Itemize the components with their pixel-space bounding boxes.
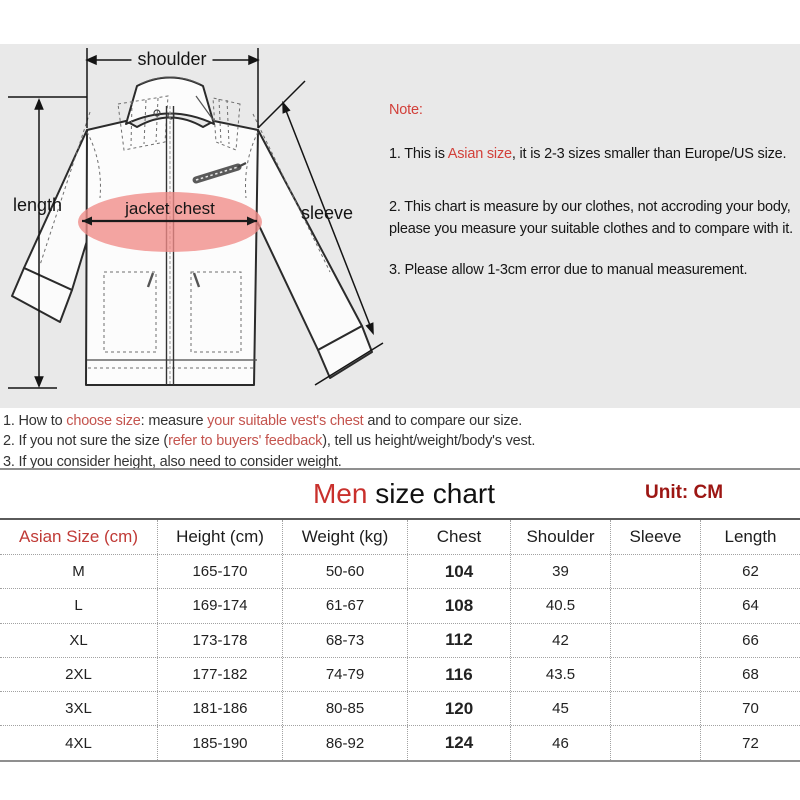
table-row xyxy=(0,725,800,759)
table-cell: 108 xyxy=(408,589,511,622)
table-cell: 3XL xyxy=(0,692,158,725)
table-row xyxy=(0,623,800,657)
table-cell: 80-85 xyxy=(283,692,408,725)
header-weight: Weight (kg) xyxy=(283,520,408,554)
table-cell: 173-178 xyxy=(158,624,283,657)
table-cell: 185-190 xyxy=(158,726,283,759)
table-title-row xyxy=(0,470,800,520)
header-shoulder: Shoulder xyxy=(511,520,611,554)
table-cell: 43.5 xyxy=(511,658,611,691)
size-tips xyxy=(3,411,535,472)
table-cell: 181-186 xyxy=(158,692,283,725)
note-panel xyxy=(389,102,798,278)
table-cell xyxy=(611,589,701,622)
tip-2: 2. If you not sure the size (refer to buyers' feedback), tell us height/weight/body's vest. xyxy=(3,433,536,449)
table-cell: 124 xyxy=(408,726,511,759)
table-cell: 64 xyxy=(742,597,759,615)
table-cell xyxy=(611,624,701,657)
table-cell: 104 xyxy=(408,555,511,588)
header-height: Height (cm) xyxy=(158,520,283,554)
length-label: length xyxy=(13,195,63,215)
table-cell: 70 xyxy=(742,700,759,718)
table-row xyxy=(0,588,800,622)
header-sleeve: Sleeve xyxy=(611,520,701,554)
jacket-measurement-diagram xyxy=(0,44,400,408)
table-row xyxy=(0,554,800,588)
table-cell xyxy=(611,692,701,725)
size-chart-table xyxy=(0,468,800,762)
table-cell: 40.5 xyxy=(511,589,611,622)
table-cell: 50-60 xyxy=(283,555,408,588)
table-cell: 62 xyxy=(742,563,759,581)
table-cell: 120 xyxy=(408,692,511,725)
table-body xyxy=(0,554,800,762)
note-item-2: 2. This chart is measure by our clothes, not accroding your body, please you measure your suitable clothes and to compare with it. xyxy=(389,199,793,237)
table-cell: 45 xyxy=(511,692,611,725)
table-row xyxy=(0,657,800,691)
table-cell: 46 xyxy=(511,726,611,759)
note-item-1: 1. This is Asian size, it is 2-3 sizes smaller than Europe/US size. xyxy=(389,146,787,162)
table-row xyxy=(0,691,800,725)
table-cell: L xyxy=(0,589,158,622)
table-cell: 68 xyxy=(742,666,759,684)
table-cell: 72 xyxy=(742,734,759,752)
header-length: Length xyxy=(724,527,777,546)
tip-1: 1. How to choose size: measure your suitable vest's chest and to compare our size. xyxy=(3,413,523,429)
unit-label: Unit: CM xyxy=(645,482,724,503)
note-heading: Note: xyxy=(389,102,423,118)
table-cell: 42 xyxy=(511,624,611,657)
sleeve-label: sleeve xyxy=(301,203,354,223)
note-item-3: 3. Please allow 1-3cm error due to manual measurement. xyxy=(389,262,748,278)
table-cell: 68-73 xyxy=(283,624,408,657)
table-cell xyxy=(611,555,701,588)
table-cell: 4XL xyxy=(0,726,158,759)
table-cell: 169-174 xyxy=(158,589,283,622)
table-cell: 165-170 xyxy=(158,555,283,588)
table-cell: 66 xyxy=(742,631,759,649)
header-asian-size: Asian Size (cm) xyxy=(0,520,158,554)
table-cell xyxy=(611,658,701,691)
table-cell: 86-92 xyxy=(283,726,408,759)
table-cell: 61-67 xyxy=(283,589,408,622)
table-cell: 177-182 xyxy=(158,658,283,691)
tip-3: 3. If you consider height, also need to consider weight. xyxy=(3,454,342,470)
table-cell: 2XL xyxy=(0,658,158,691)
header-chest: Chest xyxy=(408,520,511,554)
table-title: Men size chart xyxy=(312,478,496,509)
table-cell: XL xyxy=(0,624,158,657)
jacket-chest-label: jacket chest xyxy=(125,199,215,218)
table-cell: 39 xyxy=(511,555,611,588)
shoulder-label: shoulder xyxy=(131,49,212,70)
table-cell xyxy=(611,726,701,759)
table-header-row xyxy=(0,520,800,554)
table-cell: 74-79 xyxy=(283,658,408,691)
table-cell: 112 xyxy=(408,624,511,657)
table-cell: M xyxy=(0,555,158,588)
table-cell: 116 xyxy=(408,658,511,691)
